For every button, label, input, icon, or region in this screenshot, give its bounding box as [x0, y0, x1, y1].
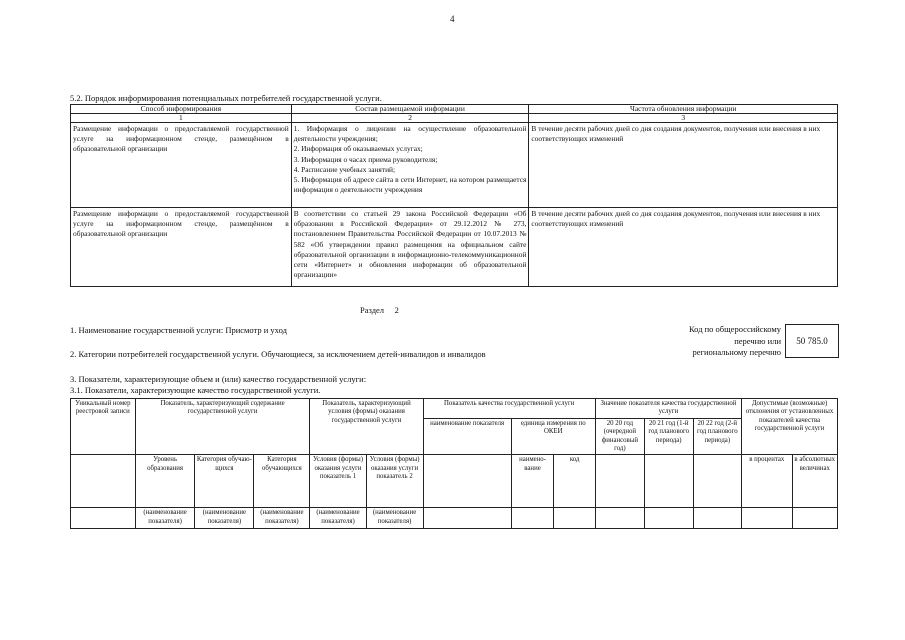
header-indicator-name: наименование показателя [423, 418, 511, 455]
method-cell: Размещение информации о предоставляемой государственной услуге на информационном стенде, размещённом в образовательной организации [71, 208, 292, 287]
sub-dev-percent: в процентах [742, 455, 792, 508]
name-indicator: (наименование показателя) [366, 508, 423, 529]
header-deviation: Допустимые (возможные) отклонения от установленных показателей качества государственной услуги [742, 399, 838, 455]
service-name: 1. Наименование государственной услуги: Присмотр и уход [70, 325, 287, 335]
code-label-line: Код по общероссийскому [688, 324, 781, 334]
quality-indicators-table [70, 398, 838, 529]
name-indicator: (наименование показателя) [254, 508, 310, 529]
header-unit: единица измерения по ОКЕИ [511, 418, 595, 455]
cell [554, 508, 595, 529]
section-heading: 5.2. Порядок информирования потенциальных потребителей государственной услуги. [70, 93, 382, 103]
sub-level: Уровень образования [135, 455, 195, 508]
cell [71, 455, 136, 508]
sub-unit-name: наимено-вание [511, 455, 554, 508]
cell [511, 508, 554, 529]
code-value-box: 50 785.0 [785, 324, 839, 358]
col-num: 1 [71, 114, 292, 123]
sub-dev-abs: в абсолютных величинах [792, 455, 838, 508]
col-num: 3 [529, 114, 838, 123]
content-cell [291, 123, 529, 208]
header-year-3: 20 22 год (2-й год планового периода) [693, 418, 742, 455]
table-row [71, 123, 838, 208]
code-label-line: региональному перечню [692, 347, 781, 357]
header-quality: Показатель качества государственной услуги [423, 399, 595, 419]
cell [595, 508, 644, 529]
content-line: 2. Информация об оказываемых услугах; [293, 144, 423, 154]
method-cell: Размещение информации о предоставляемой государственной услуге на информационном стенде, размещённом в образовательной организации [71, 123, 292, 208]
header-conditions: Показатель, характеризующий условия (формы) оказания государственной услуги [310, 399, 423, 455]
cell [423, 508, 511, 529]
code-label [640, 324, 781, 359]
cell [644, 455, 693, 508]
name-indicator: (наименование показателя) [310, 508, 366, 529]
sub-category-2: Категория обучающихся [254, 455, 310, 508]
indicators-heading: 3. Показатели, характеризующие объем и (или) качество государственной услуги: [70, 374, 367, 384]
header-year-1: 20 20 год (очередной финансовый год) [595, 418, 644, 455]
content-line: 5. Информация об адресе сайта в сети Интернет, на котором размещается информация о деятельности учреждения [293, 175, 527, 195]
content-line: 3. Информация о часах приема руководителя; [293, 154, 438, 164]
cell [792, 508, 838, 529]
sub-unit-code: код [554, 455, 595, 508]
cell [423, 455, 511, 508]
content-line: 1. Информация о лицензии на осуществление образовательной деятельности учреждения; [293, 124, 527, 144]
col-header-content: Состав размещаемой информации [291, 105, 529, 114]
razdel-heading [360, 305, 399, 315]
col-header-frequency: Частота обновления информации [529, 105, 838, 114]
cell [644, 508, 693, 529]
sub-category-1: Категория обучаю-щихся [195, 455, 254, 508]
content-line: 4. Расписание учебных занятий; [293, 164, 396, 174]
header-year-2: 20 21 год (1-й год планового периода) [644, 418, 693, 455]
razdel-label: Раздел [360, 305, 385, 315]
cell [71, 508, 136, 529]
sub-condition-2: Условия (формы) оказания услуги показатель 2 [366, 455, 423, 508]
cell [693, 508, 742, 529]
cell [742, 508, 792, 529]
sub-condition-1: Условия (формы) оказания услуги показатель 1 [310, 455, 366, 508]
header-unique: Уникальный номер реестровой записи [71, 399, 136, 455]
content-cell: В соответствии со статьей 29 закона Российской Федерации «Об образовании в Российской Федерации» от 29.12.2012 № 273, постановлением Правительства Российской Федерации от 10.07.2013 № 582 «Об утверждении правил размещения на официальном сайте образовательной организации в информационно-телекоммуникационной сети «Интернет» и обновления информации об образовательной организации» [291, 208, 529, 287]
header-content: Показатель, характеризующий содержание государственной услуги [135, 399, 310, 455]
cell [693, 455, 742, 508]
frequency-cell: В течение десяти рабочих дней со дня создания документов, получения или внесения в них соответствующих изменений [529, 208, 838, 287]
col-num: 2 [291, 114, 529, 123]
page-number: 4 [450, 14, 455, 24]
consumer-categories: 2. Категории потребителей государственной услуги. Обучающиеся, за исключением детей-инвалидов и инвалидов [70, 349, 486, 359]
frequency-cell: В течение десяти рабочих дней со дня создания документов, получения или внесения в них соответствующих изменений [529, 123, 838, 208]
name-indicator: (наименование показателя) [195, 508, 254, 529]
code-label-line: перечню или [734, 335, 781, 346]
header-values: Значение показателя качества государственной услуги [595, 399, 741, 419]
cell [595, 455, 644, 508]
table-row [71, 208, 838, 287]
col-header-method: Способ информирования [71, 105, 292, 114]
razdel-number: 2 [394, 305, 399, 315]
name-indicator: (наименование показателя) [135, 508, 195, 529]
quality-heading: 3.1. Показатели, характеризующие качество государственной услуги. [70, 385, 321, 395]
information-table [70, 104, 838, 287]
